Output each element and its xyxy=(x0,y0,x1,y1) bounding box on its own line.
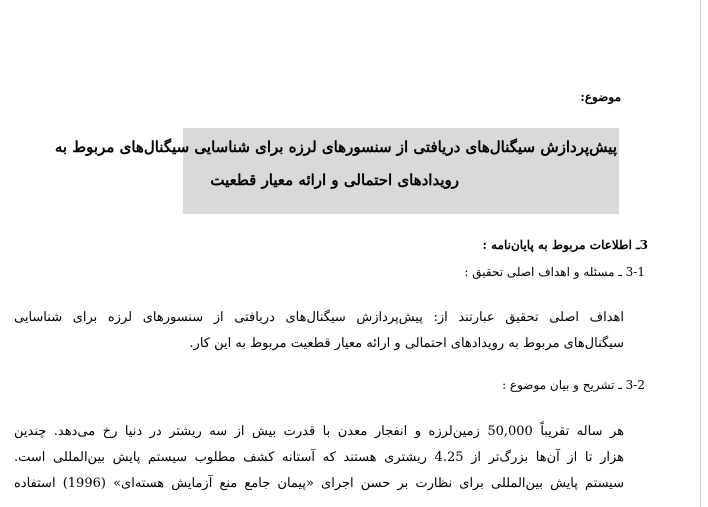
paragraph-2-line: هزار تا از آن‌ها بزرگ‌تر از 4.25 ریشتری هستند که آستانه کشف مطلوب سیستم پایش بین‌المللی است. xyxy=(14,450,624,465)
title-line-1: پیش‌پردازش سیگنال‌های دریافتی از سنسورهای لرزه برای شناسایی سیگنال‌های مربوط به xyxy=(54,138,617,156)
subsection-heading-1: 3-1 ـ مسئله و اهداف اصلی تحقیق : xyxy=(464,265,645,279)
paragraph-1-line: سیگنال‌های مربوط به رویدادهای احتمالی و ارائه معیار قطعیت مربوط به این کار. xyxy=(189,336,624,351)
paragraph-2 xyxy=(14,419,624,497)
title-highlight-box xyxy=(54,128,619,214)
section-heading: 3ـ اطلاعات مربوط به پایان‌نامه : xyxy=(482,238,648,252)
paragraph-1-line: اهداف اصلی تحقیق عبارتند از: پیش‌پردازش سیگنال‌های دریافتی از سنسورهای لرزه برای شناسایی xyxy=(14,310,624,325)
subject-label: موضوع: xyxy=(580,90,621,104)
paragraph-2-line: هر ساله تقریباً 50,000 زمین‌لرزه و انفجار معدن با قدرت بیش از سه ریشتر در دنیا رخ می‌دهد. چندین xyxy=(14,424,624,439)
paragraph-2-line: سیستم پایش بین‌المللی برای نظارت بر حسن اجرای «پیمان جامع منع آزمایش هسته‌ای» (1996) استفاده xyxy=(14,476,624,491)
paragraph-1 xyxy=(14,305,624,357)
title-line-2: رویدادهای احتمالی و ارائه معیار قطعیت xyxy=(210,171,459,189)
subsection-heading-2: 3-2 ـ تشریح و بیان موضوع : xyxy=(502,378,645,392)
